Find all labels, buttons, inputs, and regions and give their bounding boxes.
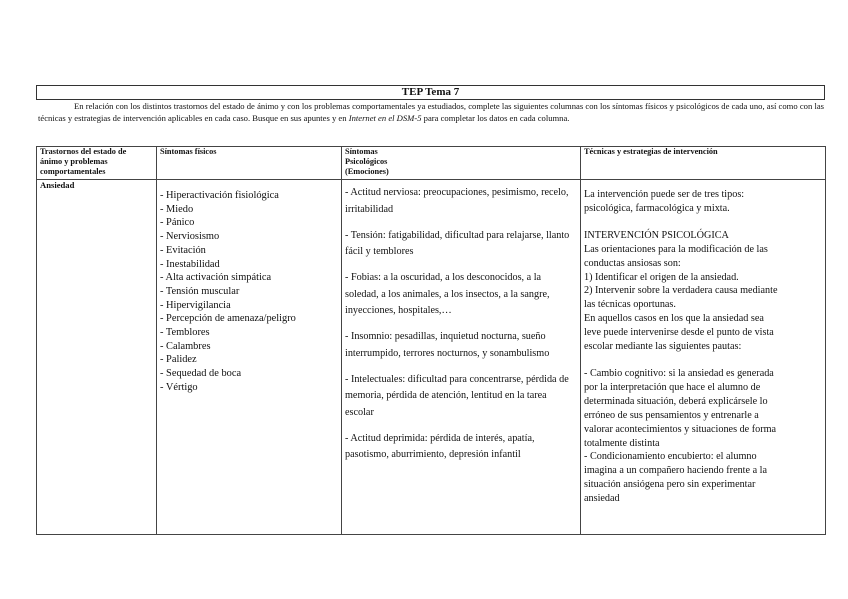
tecnicas-line: las técnicas oportunas. xyxy=(584,299,676,311)
list-item: - Actitud deprimida: pérdida de interés, apatía, pasotismo, aburrimiento, depresión infantil xyxy=(345,432,535,460)
symptoms-table xyxy=(36,146,826,535)
tecnicas-line: - Condicionamiento encubierto: el alumno xyxy=(584,451,757,463)
tecnicas-line: situación ansiógena pero sin experimentar xyxy=(584,479,756,491)
tecnicas-cell xyxy=(581,180,826,535)
tecnicas-line: 2) Intervenir sobre la verdadera causa mediante xyxy=(584,285,778,297)
list-item: - Pánico xyxy=(160,217,195,229)
list-item: - Actitud nerviosa: preocupaciones, pesimismo, recelo, irritabilidad xyxy=(345,187,569,215)
tecnicas-line: totalmente distinta xyxy=(584,437,660,449)
tecnicas-line: escolar mediante las siguientes pautas: xyxy=(584,341,742,353)
list-item: - Insomnio: pesadillas, inquietud nocturna, sueño interrumpido, terrores nocturnos, y sonambulismo xyxy=(345,331,550,359)
intro-text-part1: En relación con los distintos trastornos del estado de ánimo y con los problemas comportamentales ya estudiados, complete las siguientes columnas con los síntomas físicos y psicológicos de cada uno, así como con las técnicas y estrategias de intervención aplicables en cada caso. Busque en sus apuntes y en xyxy=(38,101,824,123)
list-item: - Intelectuales: dificultad para concentrarse, pérdida de memoria, pérdida de atención, lentitud en la tarea escolar xyxy=(345,373,569,418)
tecnicas-line: conductas ansiosas son: xyxy=(584,257,681,269)
tecnicas-content xyxy=(584,180,822,506)
tecnicas-line: psicológica, farmacológica y mixta. xyxy=(584,202,730,214)
list-item: - Evitación xyxy=(160,244,206,256)
list-item: - Vértigo xyxy=(160,381,198,393)
header-sintomas-fisicos: Síntomas físicos xyxy=(157,147,342,180)
tecnicas-line: erróneo de sus pensamientos y entrenarle a xyxy=(584,409,759,421)
tecnicas-line: por la interpretación que hace el alumno de xyxy=(584,381,761,393)
list-item: - Temblores xyxy=(160,327,210,339)
list-item: - Percepción de amenaza/peligro xyxy=(160,313,296,325)
row-label-cell xyxy=(37,180,157,535)
tecnicas-line: En aquellos casos en los que la ansiedad sea xyxy=(584,313,764,325)
list-item: - Inestabilidad xyxy=(160,258,220,270)
psicologicos-cell xyxy=(342,180,581,535)
intervencion-psicologica-title: INTERVENCIÓN PSICOLÓGICA xyxy=(584,229,729,241)
tecnicas-line: determinada situación, deberá explicársele lo xyxy=(584,395,768,407)
tecnicas-line: 1) Identificar el origen de la ansiedad. xyxy=(584,271,739,283)
intro-text-part2: para completar los datos en cada columna. xyxy=(421,113,570,123)
tecnicas-line: leve puede intervenirse desde el punto de vista xyxy=(584,327,774,339)
table-header-row xyxy=(37,147,826,180)
psicologicos-list xyxy=(345,180,577,464)
list-item: - Tensión muscular xyxy=(160,285,240,297)
list-item: - Hiperactivación fisiológica xyxy=(160,190,279,201)
list-item: - Hipervigilancia xyxy=(160,299,231,311)
list-item: - Palidez xyxy=(160,354,197,366)
fisicos-list xyxy=(160,180,338,395)
intro-paragraph xyxy=(38,100,824,124)
tecnicas-line: - Cambio cognitivo: si la ansiedad es generada xyxy=(584,367,774,379)
header-tecnicas: Técnicas y estrategias de intervención xyxy=(581,147,826,180)
table-row xyxy=(37,180,826,535)
tecnicas-line: imagina a un compañero haciendo frente a la xyxy=(584,465,768,477)
header-trastornos: Trastornos del estado de ánimo y problemas comportamentales xyxy=(37,147,157,180)
tecnicas-line: La intervención puede ser de tres tipos: xyxy=(584,189,745,200)
list-item: - Nerviosismo xyxy=(160,231,220,243)
header-sintomas-psicologicos: Síntomas Psicológicos (Emociones) xyxy=(342,147,581,180)
list-item: - Calambres xyxy=(160,340,211,352)
list-item: - Tensión: fatigabilidad, dificultad para relajarse, llanto fácil y temblores xyxy=(345,229,570,257)
list-item: - Fobias: a la oscuridad, a los desconocidos, a la soledad, a los animales, a los insectos, a la sangre, inyecciones, hospitales,… xyxy=(345,272,550,316)
tecnicas-line: Las orientaciones para la modificación de las xyxy=(584,243,768,255)
tecnicas-line: valorar acontecimientos y situaciones de forma xyxy=(584,423,777,435)
list-item: - Alta activación simpática xyxy=(160,272,272,284)
document-title: TEP Tema 7 xyxy=(36,85,825,100)
tecnicas-line: ansiedad xyxy=(584,493,620,505)
fisicos-cell xyxy=(157,180,342,535)
intro-italic-dsm: Internet en el DSM-5 xyxy=(348,113,422,123)
row-label: Ansiedad xyxy=(40,180,75,190)
list-item: - Miedo xyxy=(160,203,194,215)
list-item: - Sequedad de boca xyxy=(160,368,242,380)
